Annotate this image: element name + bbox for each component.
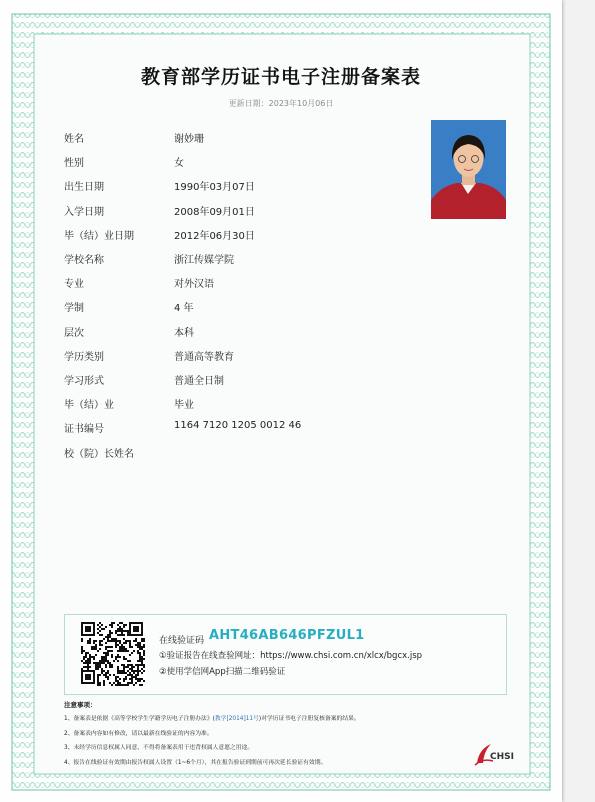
verification-box [64, 614, 507, 695]
field-value: 本科 [174, 327, 194, 339]
field-value: 浙江传媒学院 [174, 255, 234, 266]
field-label: 姓名 [64, 134, 84, 145]
portrait-photo [431, 120, 506, 219]
note-link[interactable]: 教学[2014]11号 [214, 716, 259, 722]
field-label: 学制 [64, 303, 84, 315]
field-label: 专业 [64, 279, 84, 291]
field-label: 校（院）长姓名 [64, 448, 134, 460]
note-text: 2、备案表内容如有修改，请以最新在线验证的内容为准。 [64, 730, 213, 737]
field-value: 4 年 [174, 303, 194, 315]
field-value: 2012年06月30日 [174, 230, 255, 242]
document-title: 教育部学历证书电子注册备案表 [140, 66, 421, 88]
verify-url-line: ①验证报告在线查验网址：https://www.chsi.com.cn/xlcx/bgcx.jsp [159, 651, 423, 661]
field-value: 女 [174, 158, 184, 170]
verify-app-line: ②使用学信网App扫描二维码验证 [159, 667, 286, 677]
note-text: 3、未经学历信息权属人同意，不得将备案表用于违背权属人意愿之用途。 [64, 745, 254, 751]
field-label: 学校名称 [64, 255, 104, 266]
note-item [64, 713, 360, 722]
field-label: 层次 [64, 327, 84, 339]
verification-code-label: 在线验证码 [159, 636, 205, 646]
chsi-logo-text: CHSI [490, 752, 514, 762]
field-label: 毕（结）业日期 [64, 230, 134, 242]
field-value: 1990年03月07日 [174, 182, 255, 194]
note-item [64, 728, 213, 737]
field-label: 性别 [64, 158, 84, 170]
note-item [64, 742, 253, 751]
qr-code-icon[interactable] [81, 622, 145, 686]
field-value: 普通全日制 [174, 376, 224, 387]
verification-code: AHT46AB646PFZUL1 [209, 628, 365, 643]
field-label: 出生日期 [64, 182, 104, 194]
field-label: 毕（结）业 [64, 400, 114, 412]
field-label: 入学日期 [64, 206, 104, 218]
field-label: 学习形式 [64, 376, 104, 387]
field-value: 1164 7120 1205 0012 46 [174, 420, 302, 432]
update-date: 更新日期：2023年10月06日 [228, 99, 334, 108]
note-text: )对学历证书电子注册复核备案的结果。 [258, 716, 360, 722]
notes-title: 注意事项： [64, 701, 97, 709]
field-value: 普通高等教育 [174, 351, 234, 363]
note-text: 4、报告在线验证有效期由报告权属人设置（1~6个月），其在报告验证到期前可再次延长验证有效期。 [64, 759, 327, 766]
field-value: 2008年09月01日 [174, 206, 255, 218]
field-label: 学历类别 [64, 351, 104, 363]
field-label: 证书编号 [64, 424, 104, 436]
field-value: 对外汉语 [174, 279, 214, 291]
note-item [64, 757, 326, 766]
field-value: 谢妙珊 [174, 134, 204, 145]
field-value: 毕业 [174, 400, 194, 412]
note-text: 1、备案表是依据《高等学校学生学籍学历电子注册办法》( [64, 716, 215, 722]
